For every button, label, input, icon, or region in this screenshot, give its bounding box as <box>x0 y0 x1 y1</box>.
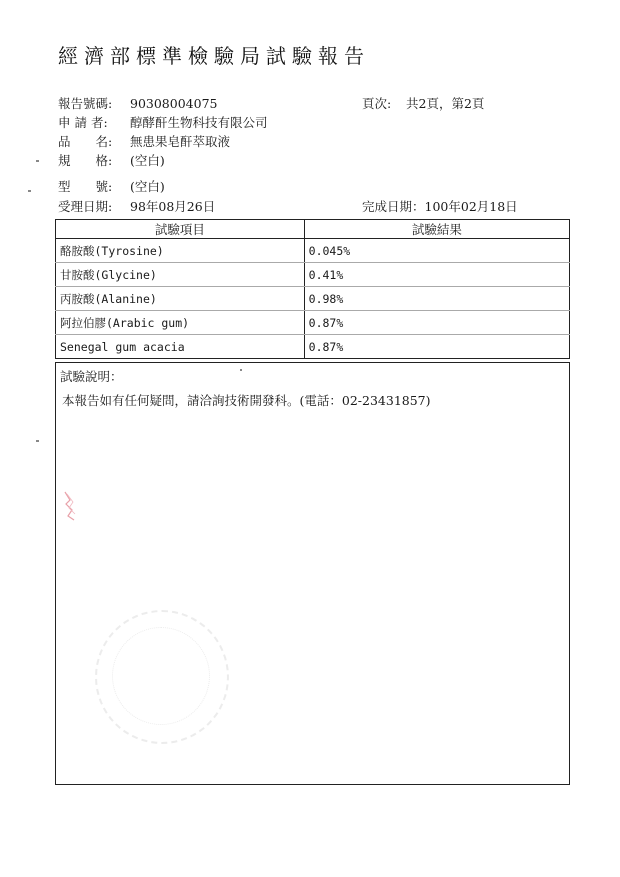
test-result-cell: 0.045% <box>304 239 569 263</box>
table-row <box>56 335 570 359</box>
received-date-label: 受理日期: <box>58 199 113 214</box>
test-notes-text: 本報告如有任何疑問，請洽詢技術開發科。(電話：02-23431857) <box>62 393 431 408</box>
spec-label: 規 格: <box>58 153 113 168</box>
test-item-cell: 酪胺酸(Tyrosine) <box>56 239 305 263</box>
test-result-cell: 0.87% <box>304 335 569 359</box>
completed-date-label: 完成日期： <box>362 199 425 214</box>
faint-seal-watermark <box>95 610 229 744</box>
received-date-field <box>58 197 215 215</box>
test-item-cell: Senegal gum acacia <box>56 335 305 359</box>
table-row <box>56 239 570 263</box>
margin-dot-mark <box>36 160 39 162</box>
red-ink-mark <box>62 490 78 522</box>
faint-seal-inner-ring <box>112 627 210 725</box>
test-result-cell: 0.41% <box>304 263 569 287</box>
product-value: 無患果皂酐萃取液 <box>130 134 231 149</box>
column-header-item: 試驗項目 <box>56 220 305 239</box>
table-row <box>56 287 570 311</box>
product-label: 品 名: <box>58 134 113 149</box>
applicant-field <box>58 113 268 131</box>
applicant-label: 申 請 者: <box>58 115 108 130</box>
page-title: 經濟部標準檢驗局試驗報告 <box>58 44 370 68</box>
model-value: (空白) <box>130 179 165 194</box>
margin-dot-mark <box>28 190 31 192</box>
applicant-value: 醇酵酐生物科技有限公司 <box>130 115 268 130</box>
model-label: 型 號: <box>58 179 113 194</box>
page-count-field <box>362 94 484 112</box>
completed-date-field <box>362 197 518 215</box>
spec-field <box>58 151 165 169</box>
table-header-row <box>56 220 570 239</box>
received-date-value: 98年08月26日 <box>130 199 216 214</box>
test-result-cell: 0.87% <box>304 311 569 335</box>
test-result-cell: 0.98% <box>304 287 569 311</box>
margin-dot-mark <box>36 440 39 442</box>
table-row <box>56 263 570 287</box>
test-item-cell: 丙胺酸(Alanine) <box>56 287 305 311</box>
model-field <box>58 177 165 195</box>
test-item-cell: 甘胺酸(Glycine) <box>56 263 305 287</box>
column-header-result: 試驗結果 <box>304 220 569 239</box>
page-count-label: 頁次: <box>362 96 392 111</box>
report-number-field <box>58 94 217 112</box>
product-field <box>58 132 230 150</box>
spec-value: (空白) <box>130 153 165 168</box>
test-item-cell: 阿拉伯膠(Arabic gum) <box>56 311 305 335</box>
page-count-value: 共2頁，第2頁 <box>406 96 485 111</box>
completed-date-value: 100年02月18日 <box>424 199 518 214</box>
report-number-label: 報告號碼: <box>58 96 113 111</box>
results-table <box>55 219 570 359</box>
test-notes-label: 試驗說明： <box>60 369 123 384</box>
table-row <box>56 311 570 335</box>
report-number-value: 90308004075 <box>130 96 218 111</box>
notes-dot-mark <box>240 369 242 371</box>
